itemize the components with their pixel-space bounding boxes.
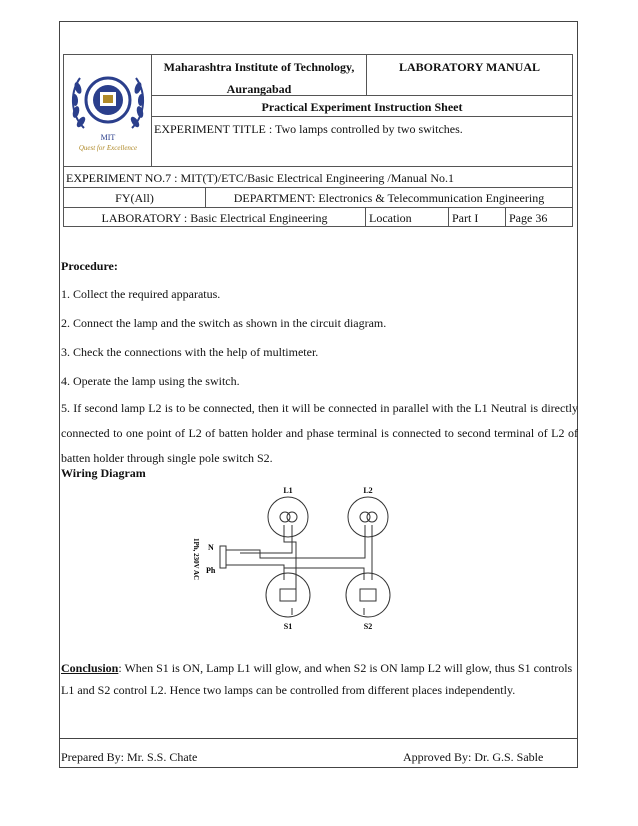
- laboratory-label: LABORATORY : Basic Electrical Engineering: [101, 211, 328, 225]
- lamp-l1: [268, 497, 308, 537]
- label-s2: S2: [363, 622, 373, 631]
- wiring-heading: Wiring Diagram: [61, 466, 146, 480]
- label-l2: L2: [363, 486, 373, 495]
- manual-cell: [366, 54, 573, 96]
- footer-divider: [59, 738, 578, 739]
- experiment-number: EXPERIMENT NO.7 : MIT(T)/ETC/Basic Electrical Engineering /Manual No.1: [66, 171, 455, 185]
- procedure-heading: Procedure:: [61, 259, 118, 273]
- exp-no-cell: [63, 166, 573, 188]
- manual-title: LABORATORY MANUAL: [398, 60, 541, 74]
- procedure-step-4: 4. Operate the lamp using the switch.: [61, 374, 240, 388]
- experiment-title: EXPERIMENT TITLE : Two lamps controlled by two switches.: [154, 122, 463, 136]
- logo-tagline: Quest for Excellence: [78, 144, 138, 152]
- institute-logo: [66, 58, 150, 164]
- logo-text: MIT: [100, 133, 116, 142]
- fy-cell: [63, 187, 206, 208]
- department-label: DEPARTMENT: Electronics & Telecommunication Engineering: [233, 191, 545, 205]
- lamp-l2: [348, 497, 388, 537]
- laboratory-cell: [63, 207, 366, 227]
- switch-s2: [346, 573, 390, 617]
- part-cell: [448, 207, 506, 227]
- procedure-step-2: 2. Connect the lamp and the switch as shown in the circuit diagram.: [61, 316, 387, 330]
- label-s1: S1: [283, 622, 293, 631]
- sheet-cell: [151, 95, 573, 117]
- procedure-step-3: 3. Check the connections with the help of multimeter.: [61, 345, 319, 359]
- label-phase: Ph: [206, 566, 216, 575]
- label-l1: L1: [283, 486, 293, 495]
- approved-by: Approved By: Dr. G.S. Sable: [403, 750, 544, 764]
- sheet-title: Practical Experiment Instruction Sheet: [261, 100, 463, 114]
- institute-city: Aurangabad: [226, 82, 292, 96]
- conclusion: [61, 657, 578, 701]
- part-label: Part I: [452, 211, 479, 225]
- wiring-diagram: [180, 480, 400, 635]
- institute-name: Maharashtra Institute of Technology,: [163, 60, 355, 74]
- location-label: Location: [369, 211, 412, 225]
- fy-label: FY(All): [115, 191, 154, 205]
- title-cell: [151, 116, 573, 167]
- prepared-by: Prepared By: Mr. S.S. Chate: [61, 750, 198, 764]
- page-cell: [505, 207, 573, 227]
- conclusion-label: Conclusion: [61, 661, 119, 675]
- label-neutral: N: [208, 543, 214, 552]
- label-supply: 1Ph, 230V AC: [192, 538, 200, 581]
- department-cell: [205, 187, 573, 208]
- switch-s1: [266, 573, 310, 617]
- conclusion-text: : When S1 is ON, Lamp L1 will glow, and when S2 is ON lamp L2 will glow, thus S1 controls L1 and S2 control L2. Hence two lamps can be controlled from different places independently.: [61, 661, 573, 697]
- procedure-step-5: 5. If second lamp L2 is to be connected, then it will be connected in parallel with the L1 Neutral is directly connected to one point of L2 of batten holder and phase terminal is connected to second terminal of L2 of batten holder through single pole switch S2.: [61, 401, 578, 465]
- institute-cell: [151, 54, 367, 96]
- page-label: Page 36: [509, 211, 548, 225]
- location-cell: [365, 207, 449, 227]
- procedure-step-1: 1. Collect the required apparatus.: [61, 287, 221, 301]
